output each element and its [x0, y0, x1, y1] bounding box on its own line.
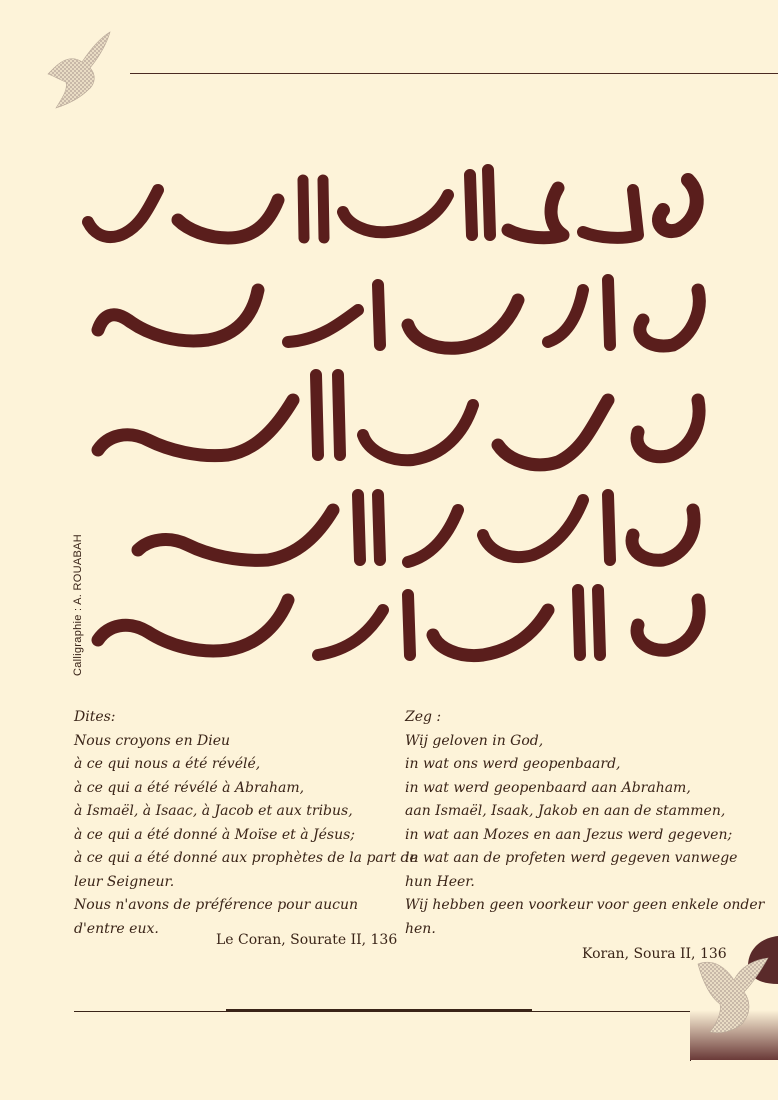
text-line: Nous croyons en Dieu — [74, 732, 231, 749]
calligraphy-credit: Calligraphie : A. ROUABAH — [72, 534, 84, 676]
text-line: à Ismaël, à Isaac, à Jacob et aux tribus, — [74, 803, 353, 819]
french-reference: Le Coran, Sourate II, 136 — [216, 932, 398, 948]
calligraphy-stroke — [316, 375, 340, 455]
text-line: Dites: — [74, 709, 116, 725]
calligraphy-stroke — [303, 180, 324, 238]
calligraphy-stroke — [363, 405, 473, 460]
calligraphy-stroke — [98, 400, 293, 456]
calligraphy-stroke — [470, 170, 490, 235]
calligraphy-stroke — [318, 595, 410, 655]
text-line: in wat werd geopenbaard aan Abraham, — [405, 779, 691, 796]
calligraphy-stroke — [343, 195, 448, 232]
text-line: à ce qui a été révélé à Abraham, — [74, 779, 305, 796]
text-line: Nous n'avons de préférence pour aucun — [74, 897, 358, 913]
calligraphy-stroke — [498, 400, 608, 465]
text-line: Zeg : — [405, 709, 442, 725]
calligraphy-stroke — [98, 600, 288, 651]
text-line: d'entre eux. — [74, 920, 159, 937]
dove-icon — [690, 928, 778, 1060]
calligraphy-stroke — [358, 495, 380, 560]
text-line: leur Seigneur. — [74, 873, 175, 890]
text-line: in wat aan de profeten werd gegeven vanwege — [405, 850, 738, 866]
calligraphy-stroke — [632, 510, 694, 560]
calligraphy-stroke — [408, 510, 458, 562]
text-line: aan Ismaël, Isaak, Jakob en aan de stammen, — [405, 803, 726, 819]
calligraphy-stroke — [138, 510, 333, 560]
calligraphy-stroke — [408, 300, 518, 348]
calligraphy-stroke — [637, 600, 699, 650]
text-line: in wat aan Mozes en aan Jezus werd gegeven; — [405, 826, 733, 843]
calligraphy-stroke — [433, 610, 548, 656]
calligraphy-stroke — [288, 285, 380, 345]
text-line: hun Heer. — [405, 873, 475, 890]
calligraphy-stroke — [548, 280, 610, 345]
text-line: à ce qui a été donné aux prophètes de la part de — [74, 850, 418, 866]
calligraphy-stroke — [508, 188, 563, 238]
text-line: in wat ons werd geopenbaard, — [405, 756, 621, 772]
calligraphy-stroke — [483, 495, 610, 560]
calligraphy-stroke — [640, 290, 699, 346]
dutch-translation — [405, 706, 765, 941]
calligraphy-stroke — [659, 180, 697, 231]
text-line: Wij hebben geen voorkeur voor geen enkele onder — [405, 897, 765, 913]
calligraphy-stroke — [578, 590, 600, 655]
calligraphy-stroke — [178, 200, 278, 238]
bottom-rule-accent — [226, 1009, 532, 1012]
calligraphy-stroke — [637, 400, 699, 457]
calligraphy-stroke — [98, 290, 258, 341]
text-line: Wij geloven in God, — [405, 732, 544, 749]
top-rule — [130, 73, 778, 74]
text-line: à ce qui a été donné à Moïse et à Jésus; — [74, 826, 355, 843]
dove-icon — [44, 28, 114, 110]
calligraphy-stroke — [583, 190, 638, 238]
text-line: hen. — [405, 920, 436, 937]
dutch-reference: Koran, Soura II, 136 — [582, 946, 727, 962]
arabic-calligraphy — [78, 150, 718, 685]
text-line: à ce qui nous a été révélé, — [74, 756, 261, 772]
calligraphy-stroke — [88, 190, 158, 237]
